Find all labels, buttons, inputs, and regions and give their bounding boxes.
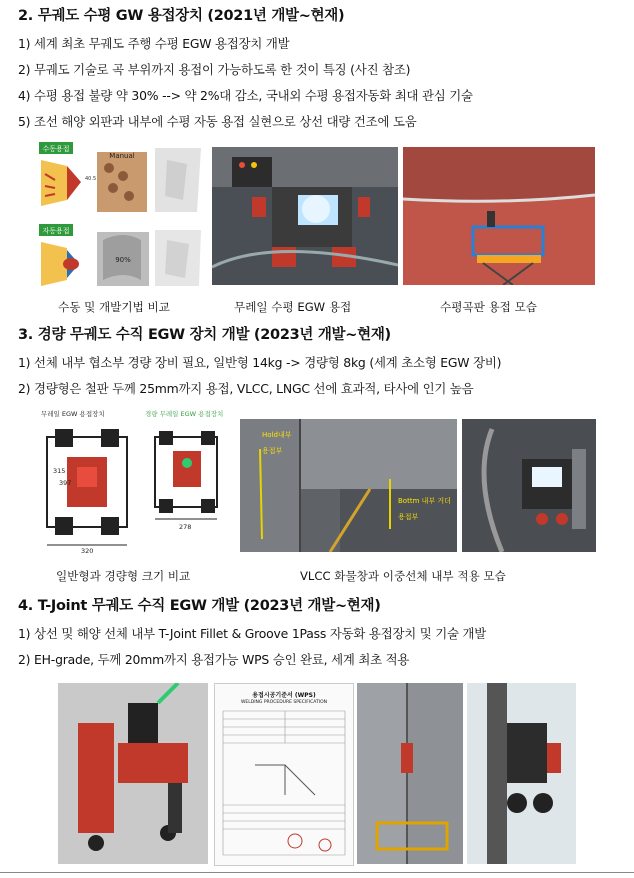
device-closeup-photo (467, 683, 576, 864)
double-hull-photo (462, 419, 596, 552)
section-4-title: 4. T-Joint 무궤도 수직 EGW 개발 (2023년 개발~현재) (18, 598, 381, 614)
horizontal-egw-photo (212, 147, 398, 285)
wps-title: 용접시공기준서 (WPS) (252, 692, 316, 699)
vlcc-hold-photo (240, 419, 457, 552)
label-standard-device: 무레일 EGW 용접장치 (41, 410, 105, 418)
caption-vlcc: VLCC 화물창과 이중선체 내부 적용 모습 (300, 569, 506, 583)
caption-curved-plate: 수평곡판 용접 모습 (440, 300, 537, 314)
label-weld-a: 용접부 (262, 447, 283, 455)
size-comparison-figure (37, 407, 235, 555)
manual-label: 수동용접 (42, 145, 70, 153)
section-2-item-1: 1) 세계 최초 무궤도 주행 수평 EGW 용접장치 개발 (18, 36, 290, 51)
weld-comparison-diagram (37, 140, 203, 288)
dim-397: 397 (59, 479, 72, 487)
dimension-label: 40.5 (85, 176, 97, 182)
caption-comparison: 수동 및 개발기법 비교 (58, 300, 170, 314)
label-weld-b: 용접부 (398, 513, 419, 521)
dim-320: 320 (81, 547, 94, 555)
dim-315: 315 (53, 467, 66, 475)
section-4-item-1: 1) 상선 및 해양 선체 내부 T-Joint Fillet & Groove 1Pass 자동화 용접장치 및 기술 개발 (18, 626, 487, 641)
section-3-item-2: 2) 경량형은 철판 두께 25mm까지 용접, VLCC, LNGC 선에 효과적, 타사에 인기 높음 (18, 381, 474, 396)
dim-278: 278 (179, 523, 192, 531)
section-2-title: 2. 무궤도 수평 GW 용접장치 (2021년 개발~현재) (18, 8, 345, 24)
wps-document (214, 683, 354, 866)
curved-plate-photo (403, 147, 595, 285)
weld-comparison-figure (37, 140, 203, 288)
auto-percent: 90% (115, 256, 131, 264)
manual-word: Manual (109, 152, 135, 160)
section-2-item-4: 5) 조선 해양 외판과 내부에 수평 자동 용접 실현으로 상선 대량 건조에 도움 (18, 114, 417, 129)
caption-horizontal-egw: 무레일 수평 EGW 용접 (234, 300, 352, 314)
wps-form-lines (215, 705, 353, 865)
section-3-title: 3. 경량 무궤도 수직 EGW 장치 개발 (2023년 개발~현재) (18, 327, 391, 343)
label-hold: Hold내부 (262, 431, 292, 439)
section-3-item-1: 1) 선체 내부 협소부 경량 장비 필요, 일반형 14kg -> 경량형 8kg (세계 초소형 EGW 장비) (18, 355, 502, 370)
section-2-item-2: 2) 무궤도 기술로 곡 부위까지 용접이 가능하도록 한 것이 특징 (사진 참조) (18, 62, 411, 77)
tjoint-device-photo (58, 683, 208, 864)
section-2-item-3: 4) 수평 용접 불량 약 30% --> 약 2%대 감소, 국내외 수평 용접자동화 최대 관심 기술 (18, 88, 473, 103)
hull-interior-photo (357, 683, 463, 864)
label-bottom-girder: Bottm 내부 거더 (398, 497, 451, 505)
auto-label: 자동용접 (42, 227, 70, 235)
wps-subtitle: WELDING PROCEDURE SPECIFICATION (240, 700, 328, 705)
bottom-rule (0, 872, 634, 873)
section-4-item-2: 2) EH-grade, 두께 20mm까지 용접가능 WPS 승인 완료, 세계 최초 적용 (18, 652, 410, 667)
label-light-device: 경량 무레일 EGW 용접장치 (145, 410, 224, 418)
caption-size-comparison: 일반형과 경량형 크기 비교 (56, 569, 191, 583)
